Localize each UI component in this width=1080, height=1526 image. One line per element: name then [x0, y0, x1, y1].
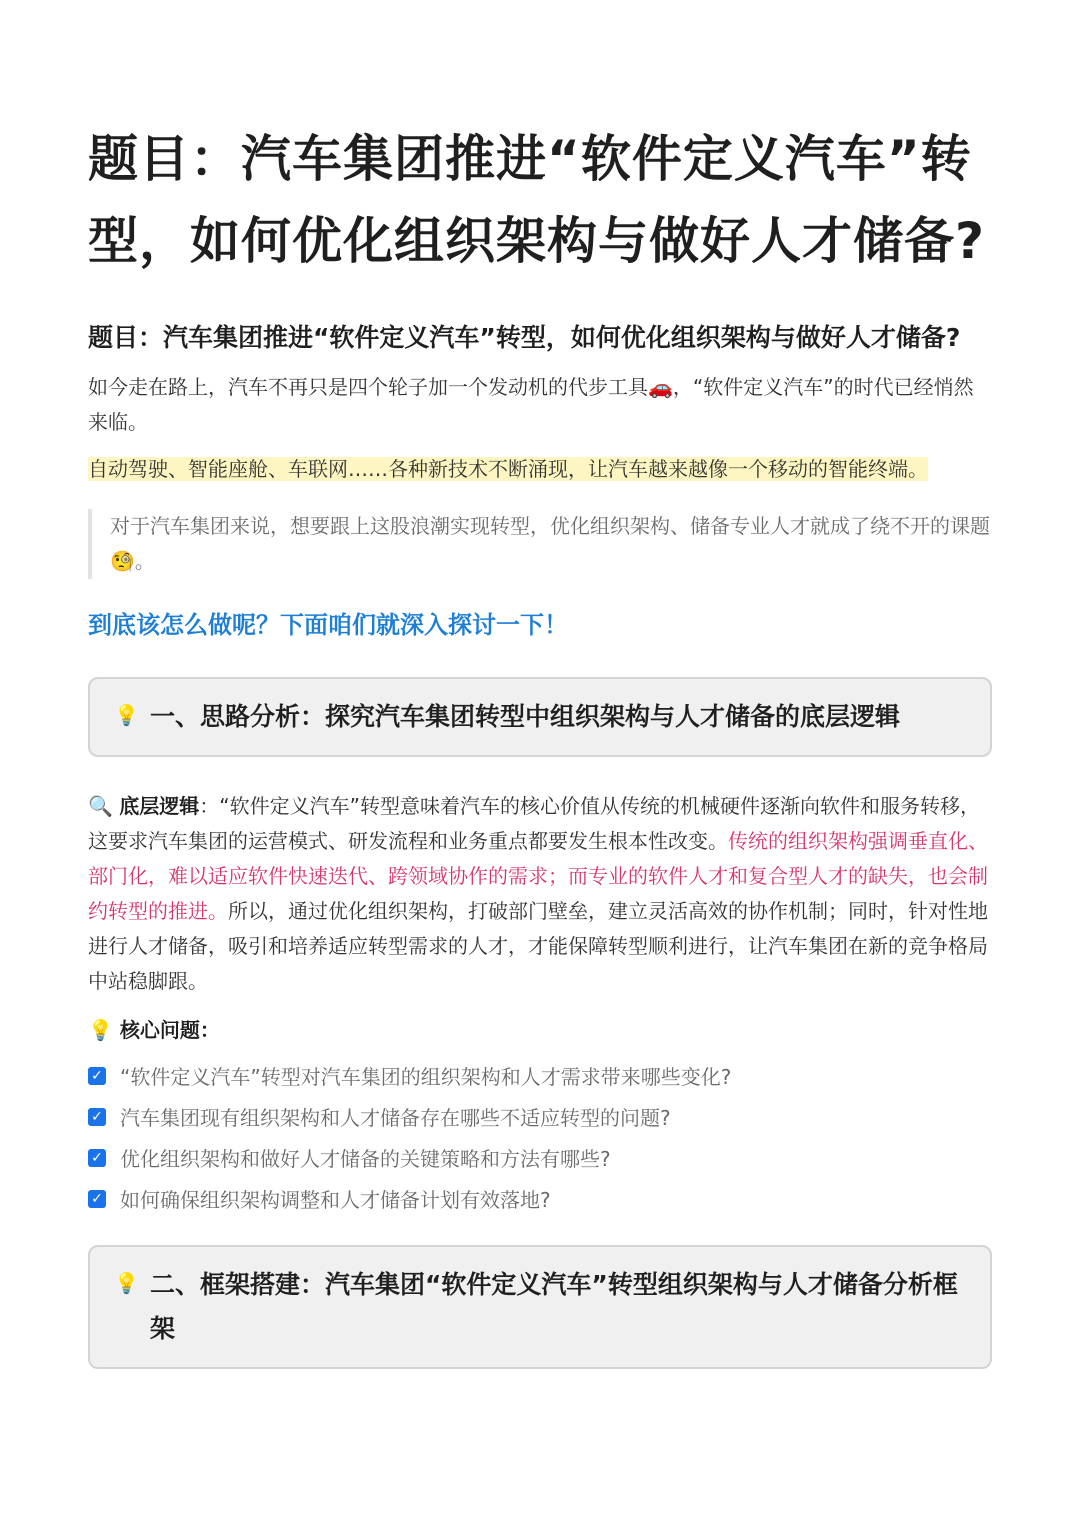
highlighted-text: 自动驾驶、智能座舱、车联网……各种新技术不断涌现，让汽车越来越像一个移动的智能终端。	[88, 457, 928, 481]
checklist-item	[88, 1096, 992, 1137]
core-questions-label: 核心问题：	[119, 1018, 220, 1042]
checkbox-checked-icon[interactable]: ✓	[88, 1149, 106, 1167]
quote-text-2: 。	[134, 549, 155, 573]
logic-paragraph	[88, 789, 992, 999]
blockquote	[88, 509, 992, 579]
quote-text-1: 对于汽车集团来说，想要跟上这股浪潮实现转型，优化组织架构、储备专业人才就成了绕不开的课题	[110, 514, 990, 538]
checklist-item-text: 优化组织架构和做好人才储备的关键策略和方法有哪些?	[120, 1147, 611, 1171]
question-checklist	[88, 1055, 992, 1219]
section-1-title: 一、思路分析：探究汽车集团转型中组织架构与人才储备的底层逻辑	[150, 702, 901, 731]
call-to-action: 到底该怎么做呢？下面咱们就深入探讨一下！	[88, 611, 568, 639]
monocle-face-icon: 🧐	[110, 549, 135, 573]
section-2-title: 二、框架搭建：汽车集团“软件定义汽车”转型组织架构与人才储备分析框架	[150, 1270, 958, 1343]
checklist-item-text: 如何确保组织架构调整和人才储备计划有效落地?	[120, 1188, 551, 1212]
lightbulb-icon: 💡	[114, 703, 139, 727]
checklist-item	[88, 1178, 992, 1219]
section-1-callout	[88, 677, 992, 757]
checklist-item	[88, 1055, 992, 1096]
magnifier-icon: 🔍	[88, 794, 113, 818]
logic-label: 底层逻辑	[119, 794, 200, 818]
checklist-item-text: 汽车集团现有组织架构和人才储备存在哪些不适应转型的问题?	[120, 1106, 671, 1130]
section-2-callout	[88, 1245, 992, 1369]
page-title: 题目：汽车集团推进“软件定义汽车”转型，如何优化组织架构与做好人才储备?	[88, 130, 986, 270]
intro-paragraph	[88, 370, 992, 440]
checklist-item-text: “软件定义汽车”转型对汽车集团的组织架构和人才需求带来哪些变化?	[120, 1065, 732, 1089]
logic-red-text: 传统的组织架构强调垂直化、部门化，难以适应软件快速迭代、跨领域协作的需求；而专业的软件人才和复合型人才的缺失，也会制约转型的推进。	[88, 829, 988, 923]
checklist-item	[88, 1137, 992, 1178]
logic-text-2: 所以，通过优化组织架构，打破部门壁垒，建立灵活高效的协作机制；同时，针对性地进行人才储备，吸引和培养适应转型需求的人才，才能保障转型顺利进行，让汽车集团在新的竞争格局中站稳脚跟。	[88, 899, 988, 993]
core-questions-heading	[88, 1013, 992, 1047]
lightbulb-icon: 💡	[88, 1018, 113, 1042]
intro-text-1: 如今走在路上，汽车不再只是四个轮子加一个发动机的代步工具	[88, 375, 648, 399]
checkbox-checked-icon[interactable]: ✓	[88, 1190, 106, 1208]
sub-title: 题目：汽车集团推进“软件定义汽车”转型，如何优化组织架构与做好人才储备?	[88, 323, 961, 352]
lightbulb-icon: 💡	[114, 1271, 139, 1295]
car-icon: 🚗	[648, 375, 673, 399]
checkbox-checked-icon[interactable]: ✓	[88, 1108, 106, 1126]
intro-text-2: ，“软件定义汽车”的时代已经悄然来临。	[88, 375, 974, 434]
logic-text-1: ：“软件定义汽车”转型意味着汽车的核心价值从传统的机械硬件逐渐向软件和服务转移，这要求汽车集团的运营模式、研发流程和业务重点都要发生根本性改变。	[88, 794, 980, 853]
highlight-paragraph	[88, 452, 992, 487]
checkbox-checked-icon[interactable]: ✓	[88, 1067, 106, 1085]
